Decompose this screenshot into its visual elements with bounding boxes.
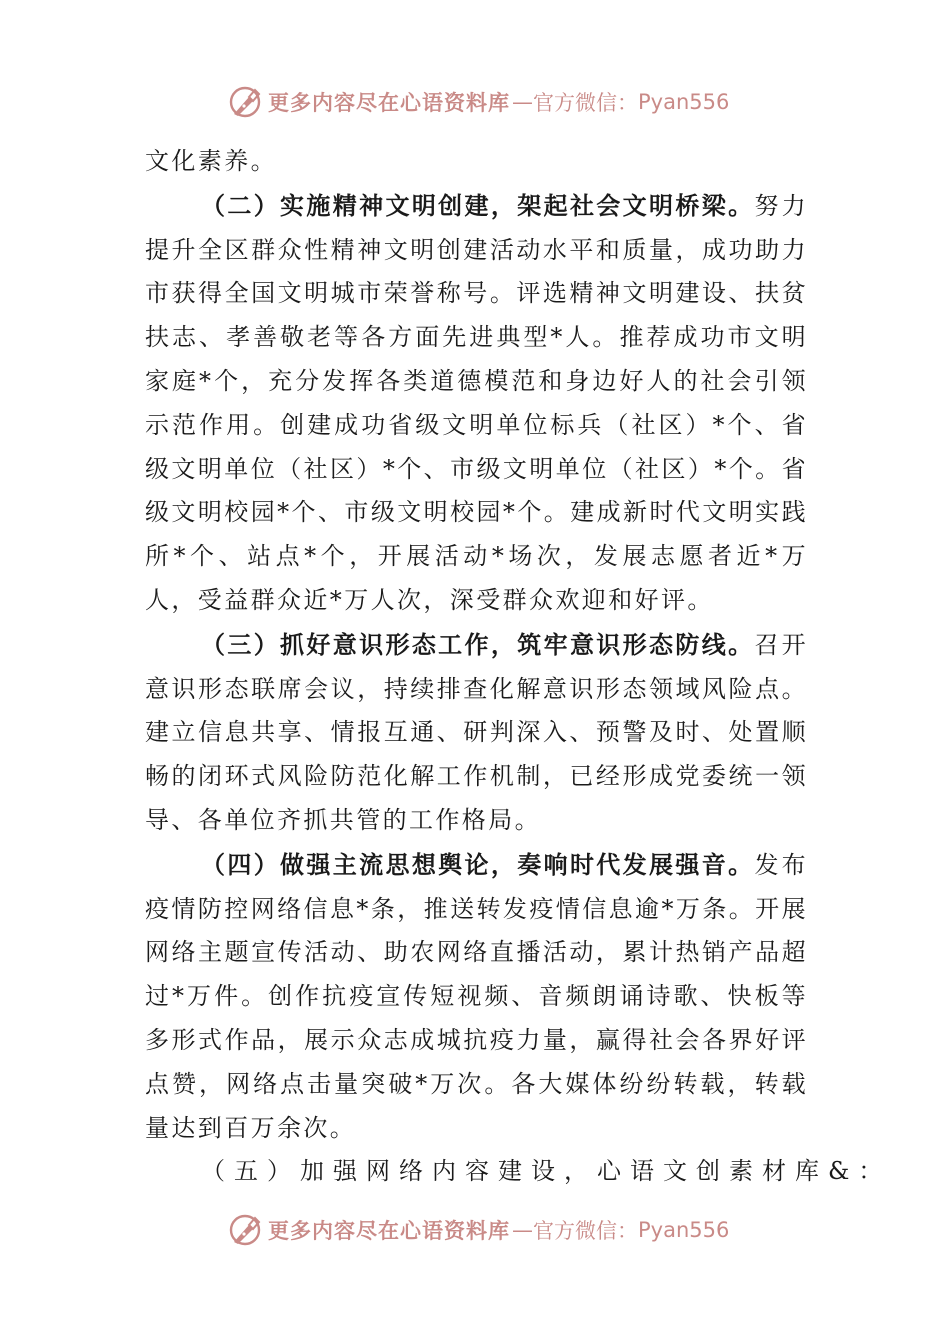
- watermark-wechat-label: 官方微信：: [533, 1219, 638, 1243]
- section-heading: （二）实施精神文明创建，架起社会文明桥梁。: [201, 190, 755, 220]
- watermark-dash: —: [512, 90, 531, 114]
- watermark-account: Pyan556: [638, 1218, 730, 1242]
- watermark-wechat-label: 官方微信：: [533, 91, 638, 115]
- section-body: 召开意识形态联席会议，持续排查化解意识形态领域风险点。建立信息共享、情报互通、研判深入、预警及时、处置顺畅的闭环式风险防范化解工作机制，已经形成党委统一领导、各单位齐抓共管的工作格局。: [145, 630, 808, 834]
- watermark-prefix: 更多内容尽在心语资料库: [268, 1219, 510, 1243]
- section-heading: （四）做强主流思想舆论，奏响时代发展强音。: [201, 849, 755, 879]
- section-paragraph: [145, 843, 808, 1151]
- lead-line: 文化素养。: [145, 147, 277, 175]
- watermark-account: Pyan556: [638, 90, 730, 114]
- watermark-prefix: 更多内容尽在心语资料库: [268, 91, 510, 115]
- last-line: （五）加强网络内容建设，心语文创素材库&：: [201, 1157, 892, 1186]
- section-body: 努力提升全区群众性精神文明创建活动水平和质量，成功助力市获得全国文明城市荣誉称号。评选精神文明建设、扶贫扶志、孝善敬老等各方面先进典型*人。推荐成功市文明家庭*个，充分发挥各类道德模范和身边好人的社会引领示范作用。创建成功省级文明单位标兵（社区）*个、省级文明单位（社区）*个、市级文明单位（社区）*个。省级文明校园*个、市级文明校园*个。建成新时代文明实践所*个、站点*个，开展活动*场次，发展志愿者近*万人，受益群众近*万人次，深受群众欢迎和好评。: [145, 191, 808, 614]
- footer-watermark: [228, 1210, 729, 1250]
- header-watermark: [228, 82, 729, 122]
- pen-nib-logo-icon: [228, 1213, 262, 1247]
- watermark-dash: —: [512, 1218, 531, 1242]
- section-body: 发布疫情防控网络信息*条，推送转发疫情信息逾*万条。开展网络主题宣传活动、助农网络直播活动，累计热销产品超过*万件。创作抗疫宣传短视频、音频朗诵诗歌、快板等多形式作品，展示众志成城抗疫力量，赢得社会各界好评点赞，网络点击量突破*万次。各大媒体纷纷转载，转载量达到百万余次。: [145, 850, 808, 1142]
- document-body: [145, 140, 892, 1194]
- pen-nib-logo-icon: [228, 85, 262, 119]
- section-paragraph: [145, 623, 808, 843]
- section-paragraph: [145, 184, 808, 623]
- section-heading: （三）抓好意识形态工作，筑牢意识形态防线。: [201, 629, 755, 659]
